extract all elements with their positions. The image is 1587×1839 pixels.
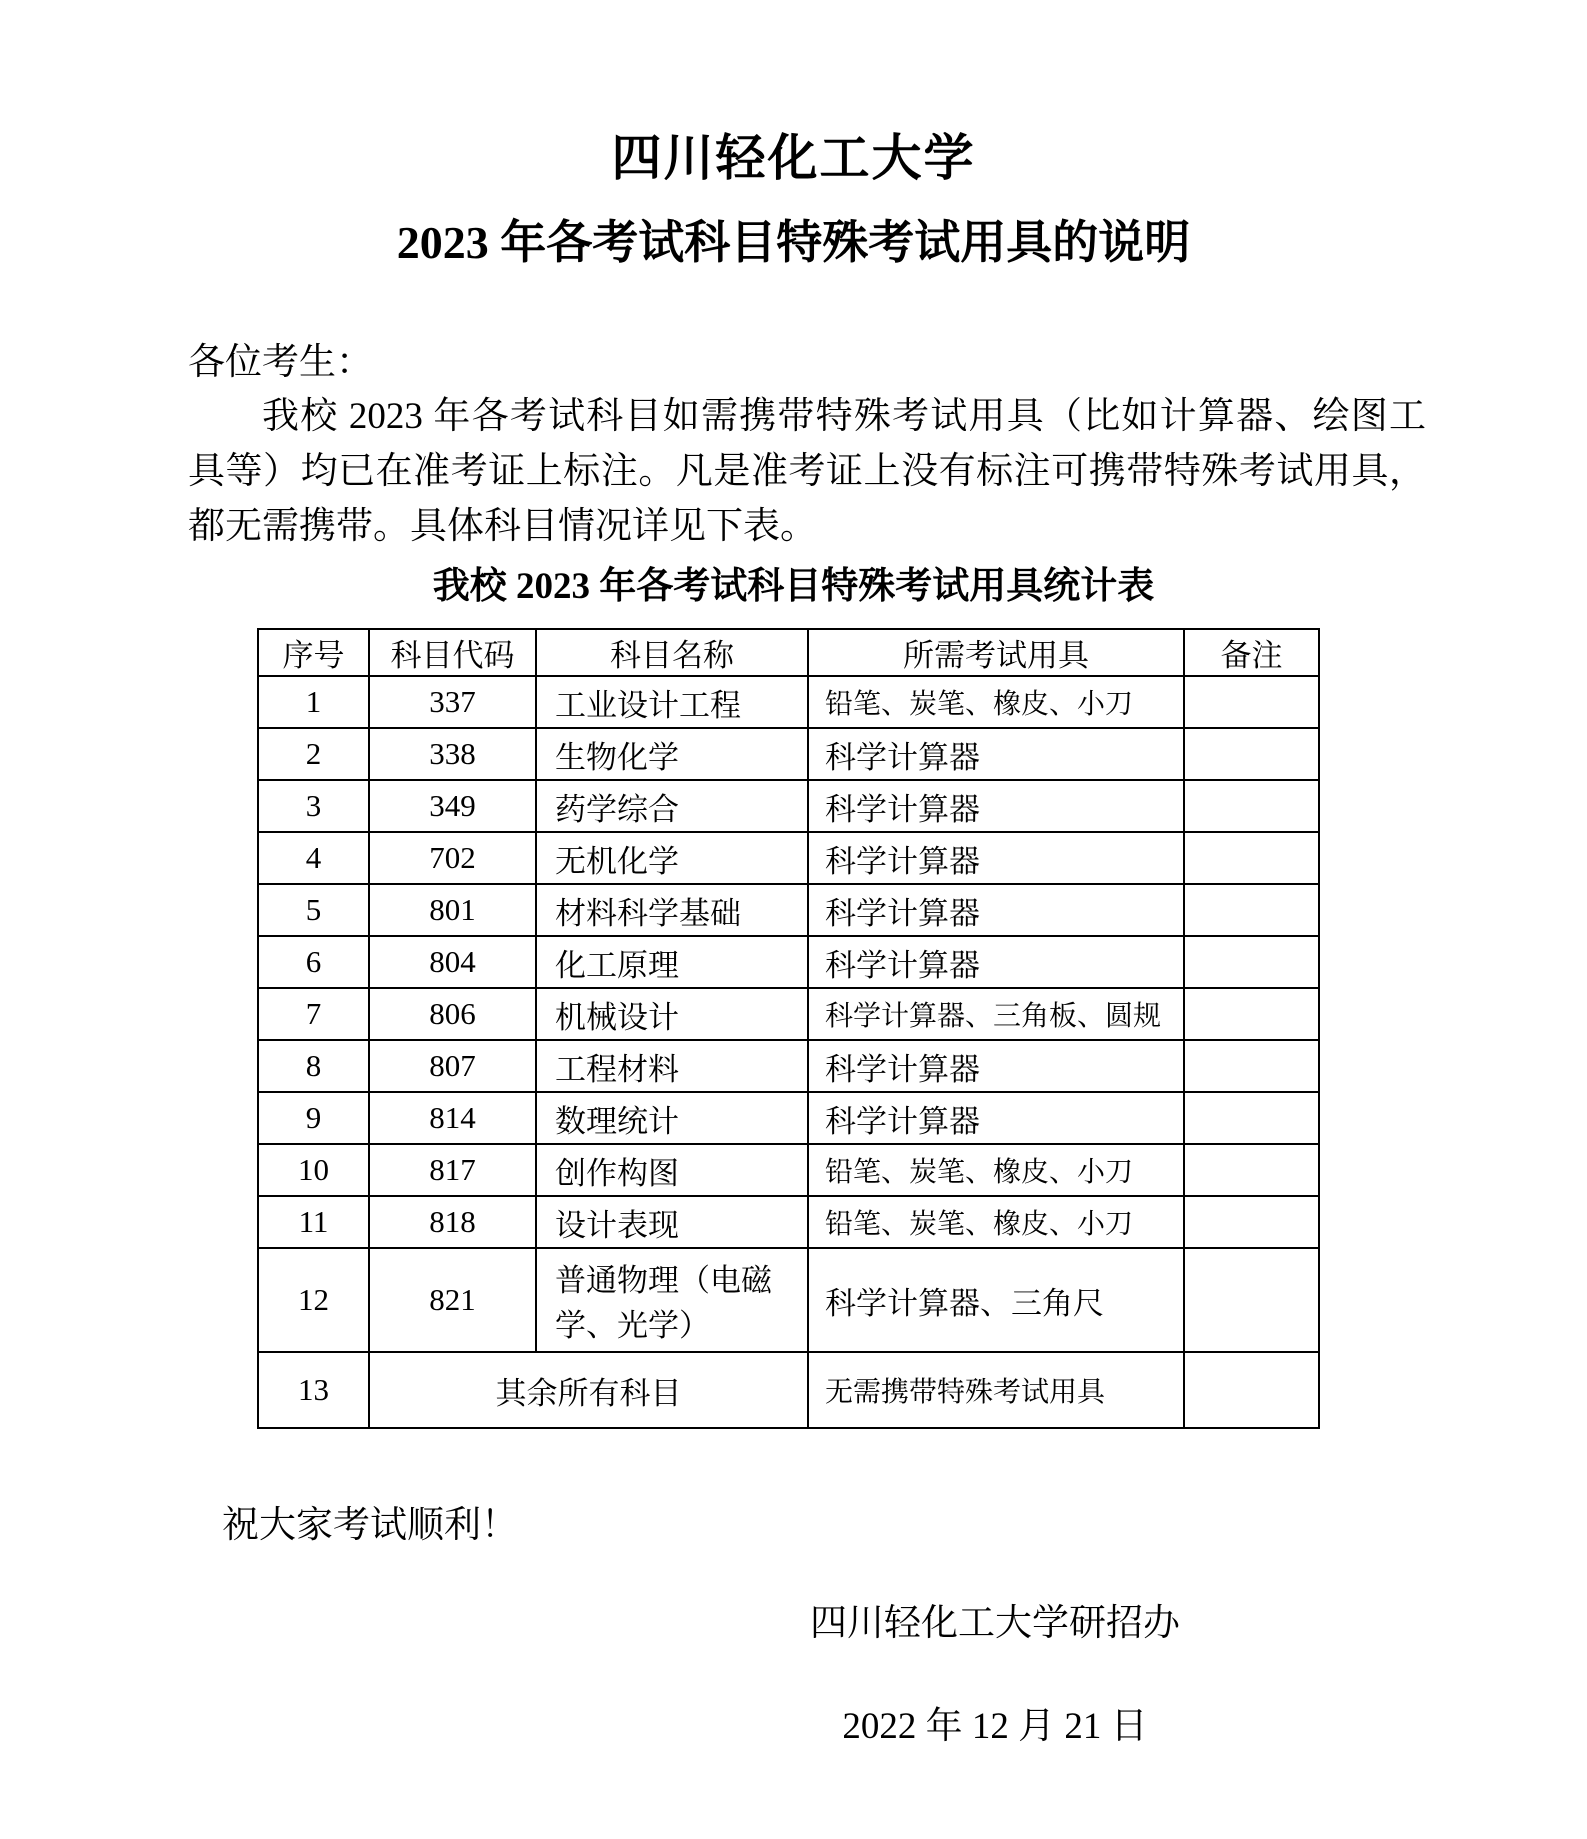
table-title: 我校 2023 年各考试科目特殊考试用具统计表: [432, 566, 1155, 607]
subjects-table: [257, 628, 1320, 1429]
table-row: [258, 1092, 1319, 1144]
cell-code: 821: [369, 1248, 536, 1352]
header-cell-code: 科目代码: [369, 629, 536, 676]
header-cell-tools: 所需考试用具: [808, 629, 1184, 676]
table-header-row: [258, 629, 1319, 676]
closing-line: 祝大家考试顺利！: [222, 1505, 518, 1546]
cell-name: 其余所有科目: [369, 1352, 808, 1428]
cell-name: 工业设计工程: [536, 676, 808, 728]
header-cell-name: 科目名称: [536, 629, 808, 676]
page-subtitle: 2023 年各考试科目特殊考试用具的说明: [396, 217, 1191, 268]
cell-note: [1184, 936, 1319, 988]
cell-name: 材料科学基础: [536, 884, 808, 936]
cell-name: 数理统计: [536, 1092, 808, 1144]
cell-code: 806: [369, 988, 536, 1040]
cell-no: 2: [258, 728, 369, 780]
table-row: [258, 832, 1319, 884]
cell-name: 药学综合: [536, 780, 808, 832]
cell-note: [1184, 884, 1319, 936]
table-row: [258, 936, 1319, 988]
cell-tools: 科学计算器: [808, 780, 1184, 832]
cell-no: 1: [258, 676, 369, 728]
cell-note: [1184, 1248, 1319, 1352]
table-row: [258, 728, 1319, 780]
cell-tools: 科学计算器: [808, 936, 1184, 988]
cell-no: 5: [258, 884, 369, 936]
table-row: [258, 1248, 1319, 1352]
cell-tools: 科学计算器: [808, 832, 1184, 884]
body-paragraph: 我校 2023 年各考试科目如需携带特殊考试用具（比如计算器、绘图工具等）均已在准考证上标注。凡是准考证上没有标注可携带特殊考试用具，都无需携带。具体科目情况详见下表。: [188, 396, 1426, 547]
cell-code: 338: [369, 728, 536, 780]
table-row: [258, 780, 1319, 832]
cell-note: [1184, 1040, 1319, 1092]
cell-no: 10: [258, 1144, 369, 1196]
cell-tools: 科学计算器、三角尺: [808, 1248, 1184, 1352]
cell-note: [1184, 1196, 1319, 1248]
cell-note: [1184, 1092, 1319, 1144]
header-cell-note: 备注: [1184, 629, 1319, 676]
cell-code: 801: [369, 884, 536, 936]
cell-tools: 科学计算器: [808, 884, 1184, 936]
cell-no: 9: [258, 1092, 369, 1144]
cell-note: [1184, 832, 1319, 884]
cell-name: 工程材料: [536, 1040, 808, 1092]
cell-no: 8: [258, 1040, 369, 1092]
cell-code: 814: [369, 1092, 536, 1144]
cell-code: 349: [369, 780, 536, 832]
cell-tools: 科学计算器: [808, 728, 1184, 780]
cell-no: 11: [258, 1196, 369, 1248]
cell-name: 生物化学: [536, 728, 808, 780]
cell-note: [1184, 728, 1319, 780]
table-row: [258, 676, 1319, 728]
page-title: 四川轻化工大学: [611, 130, 976, 186]
cell-no: 6: [258, 936, 369, 988]
cell-code: 807: [369, 1040, 536, 1092]
cell-name: 普通物理（电磁学、光学）: [536, 1248, 808, 1352]
cell-no: 7: [258, 988, 369, 1040]
cell-no: 3: [258, 780, 369, 832]
salutation: 各位考生：: [188, 342, 373, 383]
cell-tools: 铅笔、炭笔、橡皮、小刀: [808, 1196, 1184, 1248]
table-row: [258, 884, 1319, 936]
cell-code: 337: [369, 676, 536, 728]
table-row: [258, 1040, 1319, 1092]
cell-note: [1184, 1352, 1319, 1428]
date-line: 2022 年 12 月 21 日: [842, 1706, 1148, 1747]
cell-note: [1184, 1144, 1319, 1196]
cell-name: 创作构图: [536, 1144, 808, 1196]
signature-block: [695, 1592, 1295, 1749]
cell-tools: 铅笔、炭笔、橡皮、小刀: [808, 676, 1184, 728]
cell-tools: 铅笔、炭笔、橡皮、小刀: [808, 1144, 1184, 1196]
cell-note: [1184, 988, 1319, 1040]
cell-note: [1184, 676, 1319, 728]
cell-name: 化工原理: [536, 936, 808, 988]
cell-code: 702: [369, 832, 536, 884]
cell-name: 设计表现: [536, 1196, 808, 1248]
table-row: [258, 1144, 1319, 1196]
cell-code: 817: [369, 1144, 536, 1196]
cell-name: 机械设计: [536, 988, 808, 1040]
cell-tools: 科学计算器、三角板、圆规: [808, 988, 1184, 1040]
header-cell-no: 序号: [258, 629, 369, 676]
cell-tools: 无需携带特殊考试用具: [808, 1352, 1184, 1428]
table-row: [258, 1196, 1319, 1248]
table-row: [258, 1352, 1319, 1428]
table-row: [258, 988, 1319, 1040]
cell-tools: 科学计算器: [808, 1040, 1184, 1092]
cell-no: 4: [258, 832, 369, 884]
cell-no: 13: [258, 1352, 369, 1428]
cell-note: [1184, 780, 1319, 832]
signature: 四川轻化工大学研招办: [810, 1603, 1180, 1644]
cell-name: 无机化学: [536, 832, 808, 884]
cell-tools: 科学计算器: [808, 1092, 1184, 1144]
cell-code: 804: [369, 936, 536, 988]
cell-code: 818: [369, 1196, 536, 1248]
cell-no: 12: [258, 1248, 369, 1352]
